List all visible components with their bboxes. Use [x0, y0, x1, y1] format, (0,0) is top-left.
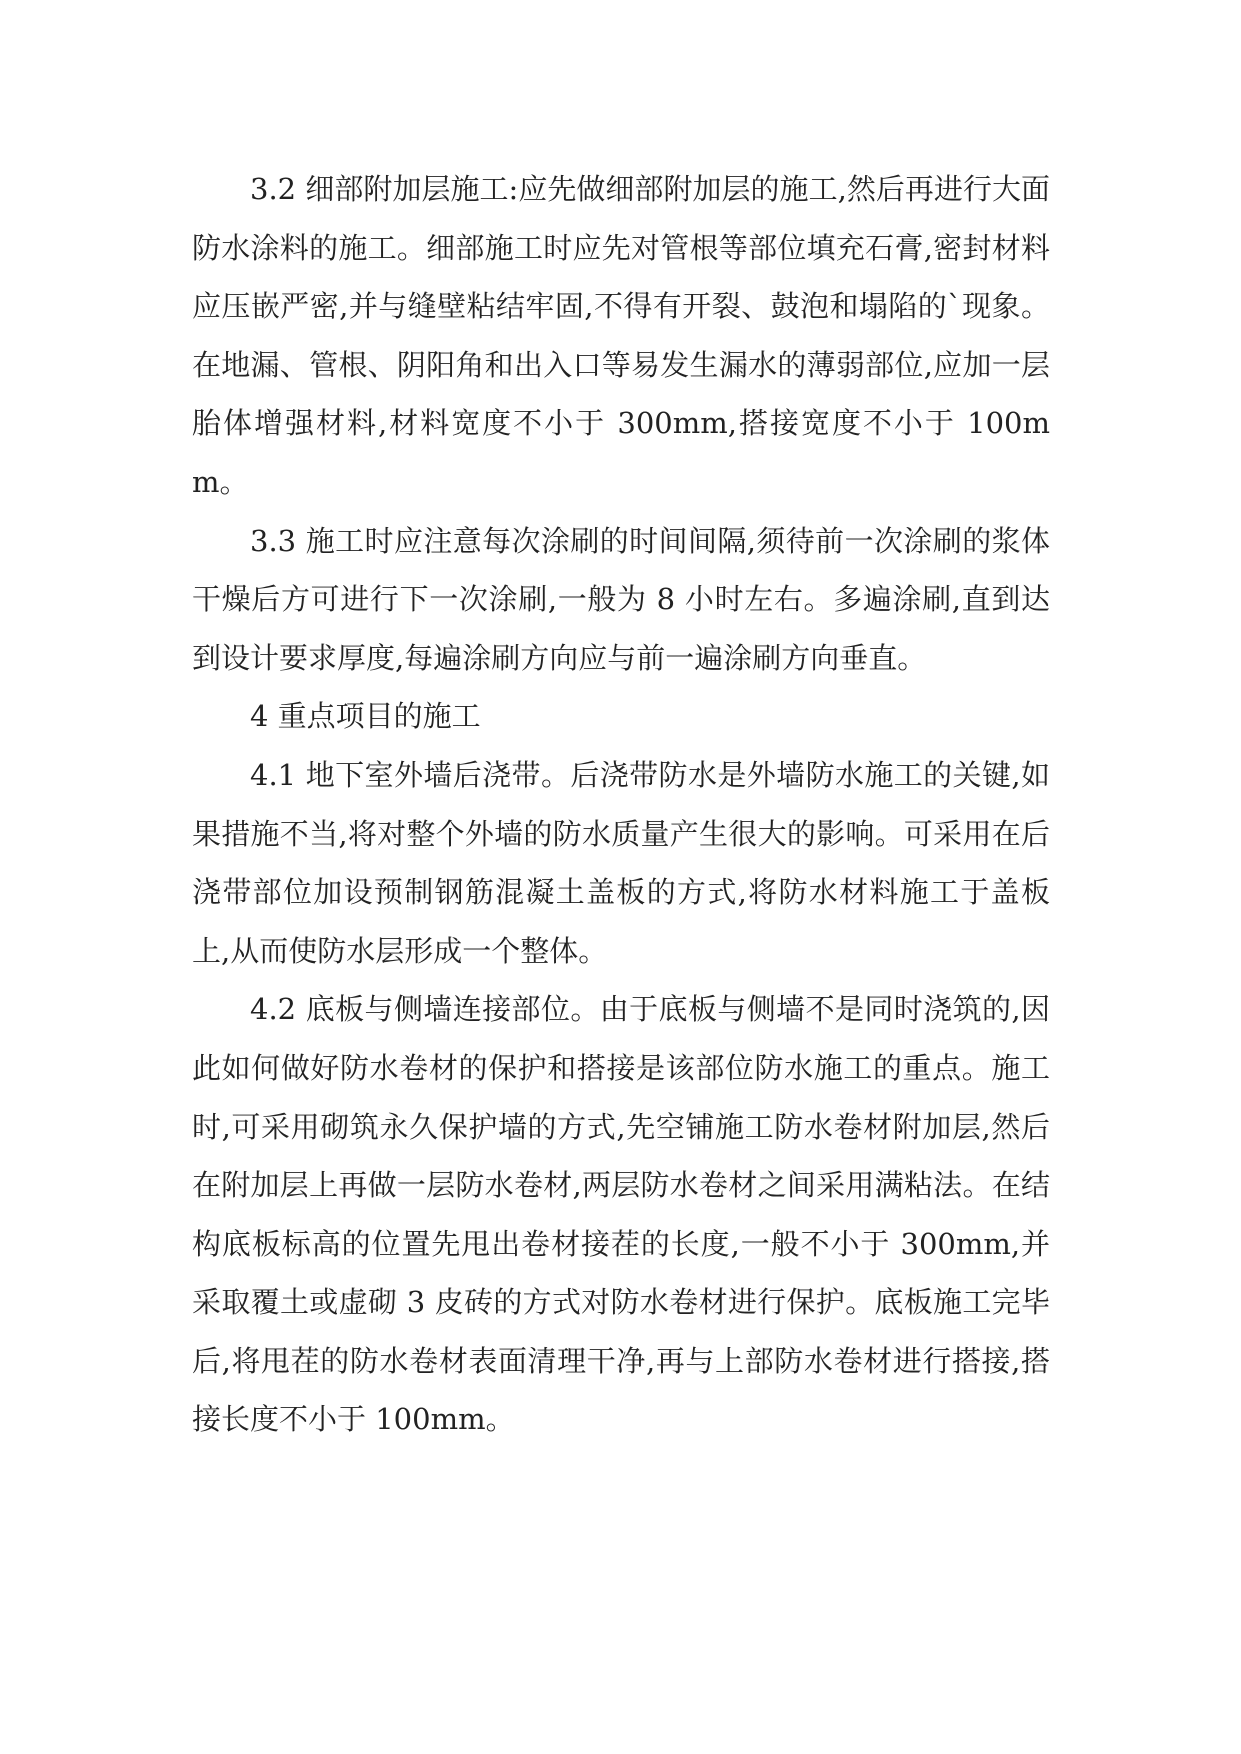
- section-heading-4: 4 重点项目的施工: [250, 699, 481, 734]
- paragraph-4-2: 4.2 底板与侧墙连接部位。由于底板与侧墙不是同时浇筑的,因此如何做好防水卷材的保护和搭接是该部位防水施工的重点。施工时,可采用砌筑永久保护墙的方式,先空铺施工防水卷材附加层,然后在附加层上再做一层防水卷材,两层防水卷材之间采用满粘法。在结构底板标高的位置先甩出卷材接茬的长度,一般不小于 300mm,并采取覆土或虚砌 3 皮砖的方式对防水卷材进行保护。底板施工完毕后,将甩茬的防水卷材表面清理干净,再与上部防水卷材进行搭接,搭接长度不小于 100mm。: [192, 992, 1050, 1437]
- paragraph-4-1: 4.1 地下室外墙后浇带。后浇带防水是外墙防水施工的关键,如果措施不当,将对整个外墙的防水质量产生很大的影响。可采用在后浇带部位加设预制钢筋混凝土盖板的方式,将防水材料施工于盖板上,从而使防水层形成一个整体。: [192, 757, 1050, 968]
- paragraph-3-2: 3.2 细部附加层施工:应先做细部附加层的施工,然后再进行大面防水涂料的施工。细部施工时应先对管根等部位填充石膏,密封材料应压嵌严密,并与缝壁粘结牢固,不得有开裂、鼓泡和塌陷的`现象。在地漏、管根、阴阳角和出入口等易发生漏水的薄弱部位,应加一层胎体增强材料,材料宽度不小于 300mm,搭接宽度不小于 100mm。: [192, 172, 1050, 499]
- document-body: [192, 160, 1050, 1449]
- paragraph-3-3: 3.3 施工时应注意每次涂刷的时间间隔,须待前一次涂刷的浆体干燥后方可进行下一次涂刷,一般为 8 小时左右。多遍涂刷,直到达到设计要求厚度,每遍涂刷方向应与前一遍涂刷方向垂直。: [192, 523, 1050, 675]
